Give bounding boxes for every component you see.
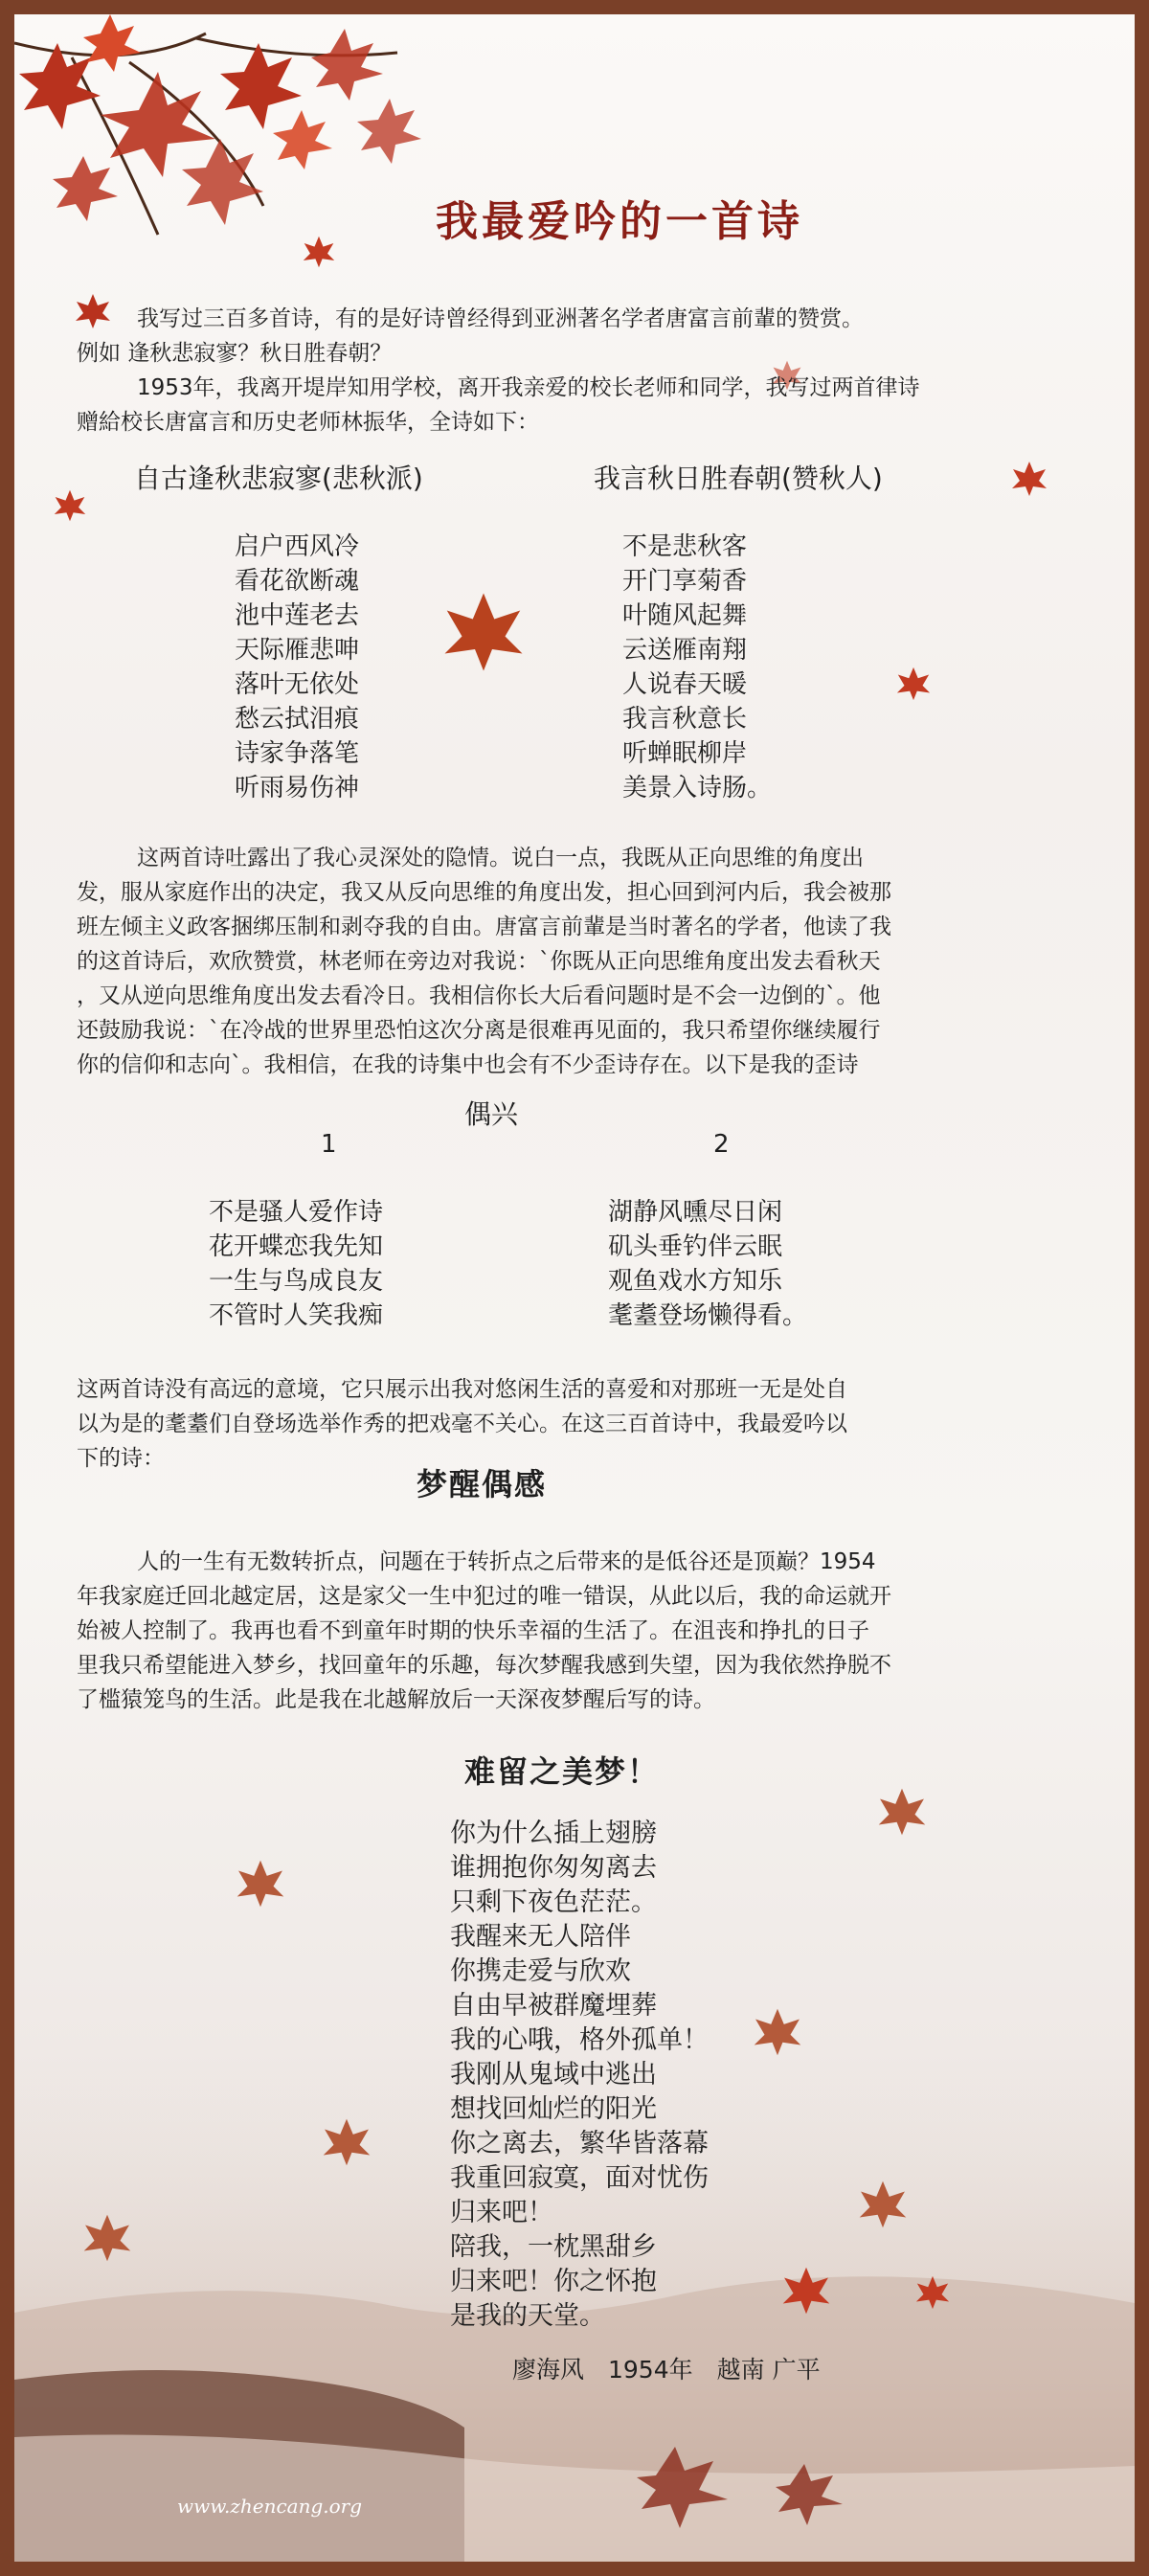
poem-line: 池中莲老去 [235, 601, 360, 630]
para-line: 还鼓励我说：`在冷战的世界里恐怕这次分离是很难再见面的，我只希望你继续履行 [77, 1018, 881, 1043]
poem-line: 我重回寂寞，面对忧伤 [450, 2163, 709, 2193]
poem-line: 归来吧！ [450, 2198, 553, 2227]
poem-left-lines [209, 1195, 383, 1333]
footer-url: www.zhencang.org [177, 2495, 363, 2518]
poem-line: 观鱼戏水方知乐 [608, 1267, 783, 1296]
maple-leaf-icon [1010, 460, 1048, 498]
poem-line: 诗家争落笔 [235, 739, 360, 768]
body-paragraph [77, 841, 1082, 1082]
poem-line: 你之离去，繁华皆落幕 [450, 2129, 709, 2158]
para-line: 的这首诗后，欢欣赞赏，林老师在旁边对我说：`你既从正向思维角度出发去看秋天 [77, 949, 881, 974]
maple-leaf-icon [53, 488, 87, 523]
intro-line: 1953年，我离开堤岸知用学校，离开我亲爱的校长老师和同学，我写过两首律诗 [137, 375, 920, 400]
poem-line: 是我的天堂。 [450, 2301, 605, 2331]
maple-leaf-icon [440, 589, 527, 675]
poem-line: 落叶无依处 [235, 670, 360, 699]
poem-line: 你携走爱与欣欢 [450, 1956, 631, 1986]
content-panel [14, 14, 1135, 2562]
poem-left-lines [235, 530, 359, 805]
poem-line: 听雨易伤神 [235, 774, 360, 802]
poem-number-1: 1 [321, 1130, 337, 1159]
para-line: 这两首诗没有高远的意境，它只展示出我对悠闲生活的喜爱和对那班一无是处自 [77, 1377, 847, 1402]
poem-line: 一生与鸟成良友 [209, 1267, 384, 1296]
intro-line: 我写过三百多首诗，有的是好诗曾经得到亚洲著名学者唐富言前輩的赞赏。 [137, 306, 864, 331]
para-line: 以为是的耄耋们自登场选举作秀的把戏毫不关心。在这三百首诗中，我最爱吟以 [77, 1412, 847, 1436]
poem-line: 我醒来无人陪伴 [450, 1922, 631, 1952]
poem-right-lines [608, 1195, 807, 1333]
maple-leaf-icon [321, 2116, 372, 2168]
poem-pair-title: 偶兴 [464, 1098, 519, 1130]
poem-line: 我的心哦，格外孤单！ [450, 2025, 709, 2055]
poem-line: 愁云拭泪痕 [235, 705, 360, 734]
poem-line: 不是骚人爱作诗 [209, 1198, 384, 1227]
poem-line: 花开蝶恋我先知 [209, 1232, 384, 1261]
poem-line: 天际雁悲呻 [235, 636, 360, 665]
poem-line: 不管时人笑我痴 [209, 1301, 384, 1330]
poem-line: 我言秋意长 [622, 705, 748, 734]
poem-right-lines [622, 530, 772, 805]
para-line: 下的诗： [77, 1446, 165, 1471]
poem-line: 只剩下夜色茫茫。 [450, 1887, 657, 1917]
poem-line: 云送雁南翔 [622, 636, 748, 665]
intro-line: 赠給校长唐富言和历史老师林振华，全诗如下： [77, 410, 539, 435]
intro-line: 例如 逢秋悲寂寥？秋日胜春朝？ [77, 341, 393, 366]
maple-leaf-icon [235, 1858, 286, 1909]
poem-number-2: 2 [713, 1130, 730, 1159]
maple-leaf-icon [752, 2006, 803, 2058]
para-line: 里我只希望能进入梦乡，找回童年的乐趣，每次梦醒我感到失望，因为我依然挣脱不 [77, 1653, 891, 1678]
para-line: ，又从逆向思维角度出发去看冷日。我相信你长大后看问题时是不会一边倒的`。他 [77, 983, 881, 1008]
para-line: 发，服从家庭作出的决定，我又从反向思维的角度出发，担心回到河内后，我会被那 [77, 880, 891, 905]
poem-line: 开门享菊香 [622, 567, 748, 596]
body-paragraph [77, 1545, 1082, 1717]
poem-title-right: 我言秋日胜春朝(赞秋人) [594, 463, 883, 494]
poem-line: 谁拥抱你匆匆离去 [450, 1853, 657, 1883]
para-line: 年我家庭迁回北越定居，这是家父一生中犯过的唯一错误，从此以后，我的命运就开 [77, 1584, 891, 1609]
poem-line: 你为什么插上翅膀 [450, 1819, 657, 1848]
poem-line: 我刚从鬼域中逃出 [450, 2060, 657, 2090]
poem-line: 耄耋登场懒得看。 [608, 1301, 808, 1330]
poem-line: 不是悲秋客 [622, 532, 748, 561]
poem-line: 人说春天暖 [622, 670, 748, 699]
intro-paragraph [77, 302, 1082, 440]
maple-leaf-icon [780, 2265, 832, 2316]
poem-title-left: 自古逢秋悲寂寥(悲秋派) [134, 463, 423, 494]
poem-line: 叶随风起舞 [622, 601, 748, 630]
maple-leaf-icon [857, 2179, 909, 2230]
maple-branch-decoration [14, 14, 426, 282]
para-line: 班左倾主义政客捆绑压制和剥夺我的自由。唐富言前輩是当时著名的学者，他读了我 [77, 915, 891, 939]
poem-line: 听蝉眠柳岸 [622, 739, 748, 768]
poem-line: 想找回灿烂的阳光 [450, 2094, 657, 2124]
poem-line: 美景入诗肠。 [622, 774, 773, 802]
poem-line: 自由早被群魔埋葬 [450, 1991, 657, 2021]
author-signature: 廖海风 1954年 越南 广平 [512, 2356, 821, 2384]
poem-line: 归来吧！你之怀抱 [450, 2267, 657, 2296]
para-line: 始被人控制了。我再也看不到童年时期的快乐幸福的生活了。在沮丧和挣扎的日子 [77, 1618, 869, 1643]
maple-leaf-icon [81, 2212, 133, 2264]
para-line: 这两首诗吐露出了我心灵深处的隐情。说白一点，我既从正向思维的角度出 [137, 846, 864, 870]
para-line: 人的一生有无数转折点，问题在于转折点之后带来的是低谷还是顶巅？1954 [137, 1549, 876, 1574]
poem-line: 湖静风曛尽日闲 [608, 1198, 783, 1227]
poem-line: 陪我，一枕黑甜乡 [450, 2232, 657, 2262]
section-title: 难留之美梦！ [464, 1753, 661, 1790]
final-poem [450, 1817, 709, 2334]
para-line: 了槛猿笼鸟的生活。此是我在北越解放后一天深夜梦醒后写的诗。 [77, 1687, 715, 1712]
para-line: 你的信仰和志向`。我相信，在我的诗集中也会有不少歪诗存在。以下是我的歪诗 [77, 1052, 859, 1077]
poem-line: 启户西风冷 [235, 532, 360, 561]
poem-line: 矶头垂钓伴云眠 [608, 1232, 783, 1261]
maple-leaf-icon [302, 235, 336, 269]
body-paragraph [77, 1372, 1082, 1476]
maple-leaf-icon [876, 1786, 928, 1838]
page-title: 我最爱吟的一首诗 [436, 197, 803, 246]
poem-line: 看花欲断魂 [235, 567, 360, 596]
section-title: 梦醒偶感 [417, 1466, 548, 1503]
maple-leaf-icon [895, 666, 932, 702]
maple-leaf-icon [914, 2274, 951, 2311]
